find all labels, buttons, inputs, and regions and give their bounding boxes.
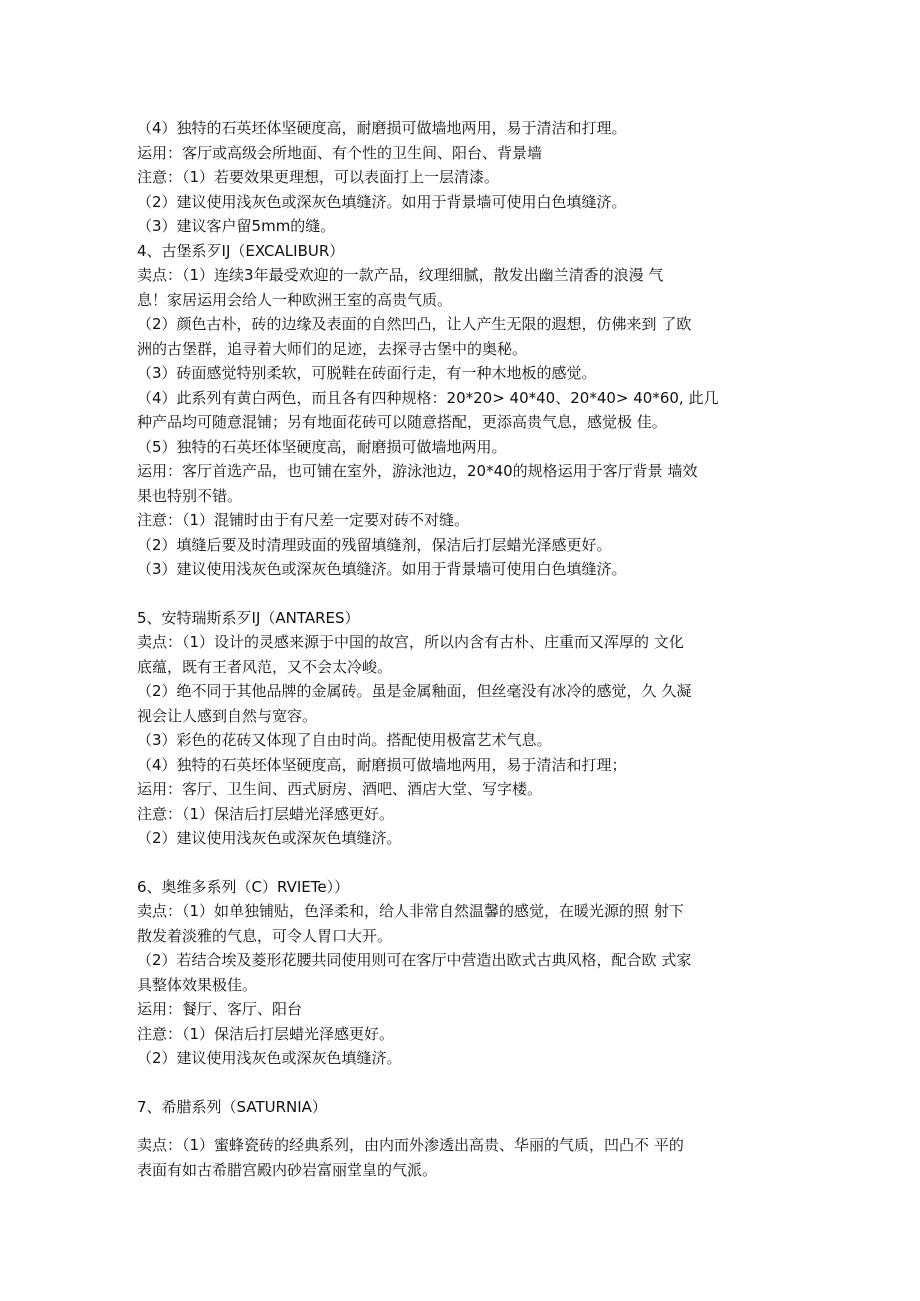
paragraph: 运用：餐厅、客厅、阳台 (137, 1000, 303, 1018)
paragraph: 注意：（1）保洁后打层蜡光泽感更好。 (137, 804, 395, 823)
section-heading: 7、希腊系列（SATURNIA） (137, 1097, 327, 1116)
paragraph: 运用：客厅、卫生间、西式厨房、酒吧、酒店大堂、写字楼。 (137, 780, 543, 798)
paragraph: 种产品均可随意混铺；另有地面花砖可以随意搭配，更添高贵气息，感觉极 佳。 (137, 413, 667, 431)
paragraph: （4）此系列有黄白两色，而且各有四种规格：20*20> 40*40、20*40> 40*60, 此几 (137, 388, 719, 407)
paragraph: （2）建议使用浅灰色或深灰色填缝济。 (137, 1049, 402, 1067)
paragraph: （3）砖面感觉特别柔软，可脱鞋在砖面行走，有一种木地板的感觉。 (137, 364, 597, 382)
paragraph: （2）建议使用浅灰色或深灰色填缝济。 (137, 829, 402, 847)
paragraph: （3）建议客户留5mm的缝。 (137, 217, 336, 235)
spacer (137, 1119, 787, 1133)
paragraph: 卖点：（1）连续3年最受欢迎的一款产品，纹理细腻，散发出幽兰清香的浪漫 气 (137, 266, 664, 284)
paragraph: 息！家居运用会给人一种欧洲王室的高贵气质。 (137, 290, 453, 309)
spacer (137, 1071, 787, 1095)
section-heading: 6、奥维多系列（C）RVIETe）） (137, 877, 350, 896)
paragraph: 卖点：（1）设计的灵感来源于中国的故宫，所以内含有古朴、庄重而又浑厚的 文化 (137, 633, 684, 651)
paragraph: （4）独特的石英坯体坚硬度高，耐磨损可做墙地两用，易于清洁和打理。 (137, 119, 627, 137)
paragraph: 果也特别不错。 (137, 486, 243, 505)
paragraph: （4）独特的石英坯体坚硬度高，耐磨损可做墙地两用，易于清洁和打理； (137, 755, 627, 774)
paragraph: 注意：（1）混铺时由于有尺差一定要对砖不对缝。 (137, 511, 470, 529)
paragraph: 底蕴，既有王者风范，又不会太冷峻。 (137, 657, 393, 676)
paragraph: 卖点：（1）蜜蜂瓷砖的经典系列，由内而外渗透出高贵、华丽的气质，凹凸不 平的 (137, 1136, 684, 1154)
paragraph: （2）填缝后要及时清理豉面的残留填缝剂，保洁后打层蜡光泽感更好。 (137, 535, 612, 554)
spacer (137, 851, 787, 875)
paragraph: （3）建议使用浅灰色或深灰色填缝济。如用于背景墙可使用白色填缝济。 (137, 560, 627, 578)
paragraph: （2）颜色古朴，砖的边缘及表面的自然凹凸，让人产生无限的遐想，仿佛来到 了欧 (137, 315, 692, 333)
document-page (137, 116, 787, 1182)
section-heading: 5、安特瑞斯系歹IJ（ANTARES） (137, 608, 360, 627)
paragraph: （5）独特的石英坯体坚硬度高，耐磨损可做墙地两用。 (137, 437, 507, 456)
paragraph: （3）彩色的花砖又体现了自由时尚。搭配使用极富艺术气息。 (137, 731, 552, 749)
paragraph: 注意：（1）保洁后打层蜡光泽感更好。 (137, 1024, 395, 1043)
section-heading: 4、古堡系歹IJ（EXCALIBUR） (137, 241, 345, 260)
paragraph: 洲的古堡群，追寻着大师们的足迹，去探寻古堡中的奥秘。 (137, 339, 528, 358)
paragraph: 运用：客厅或高级会所地面、有个性的卫生间、阳台、背景墙 (137, 143, 543, 162)
spacer (137, 582, 787, 606)
paragraph: 具整体效果极佳。 (137, 975, 258, 994)
paragraph: 注意：（1）若要效果更理想，可以表面打上一层清漆。 (137, 168, 500, 186)
paragraph: （2）绝不同于其他品牌的金属砖。虽是金属釉面，但丝毫没有冰冷的感觉，久 久凝 (137, 682, 692, 700)
paragraph: （2）建议使用浅灰色或深灰色填缝济。如用于背景墙可使用白色填缝济。 (137, 192, 627, 211)
paragraph: （2）若结合埃及菱形花腰共同使用则可在客厅中营造出欧式古典风格，配合欧 式家 (137, 951, 692, 969)
paragraph: 表面有如古希腊宫殿内砂岩富丽堂皇的气派。 (137, 1160, 438, 1179)
paragraph: 卖点：（1）如单独铺贴，色泽柔和，给人非常自然温馨的感觉，在暖光源的照 射下 (137, 902, 684, 920)
paragraph: 散发着淡雅的气息，可令人胃口大开。 (137, 926, 393, 945)
paragraph: 运用：客厅首选产品，也可铺在室外，游泳池边，20*40的规格运用于客厅背景 墙效 (137, 462, 698, 480)
paragraph: 视会让人感到自然与宽容。 (137, 706, 318, 725)
